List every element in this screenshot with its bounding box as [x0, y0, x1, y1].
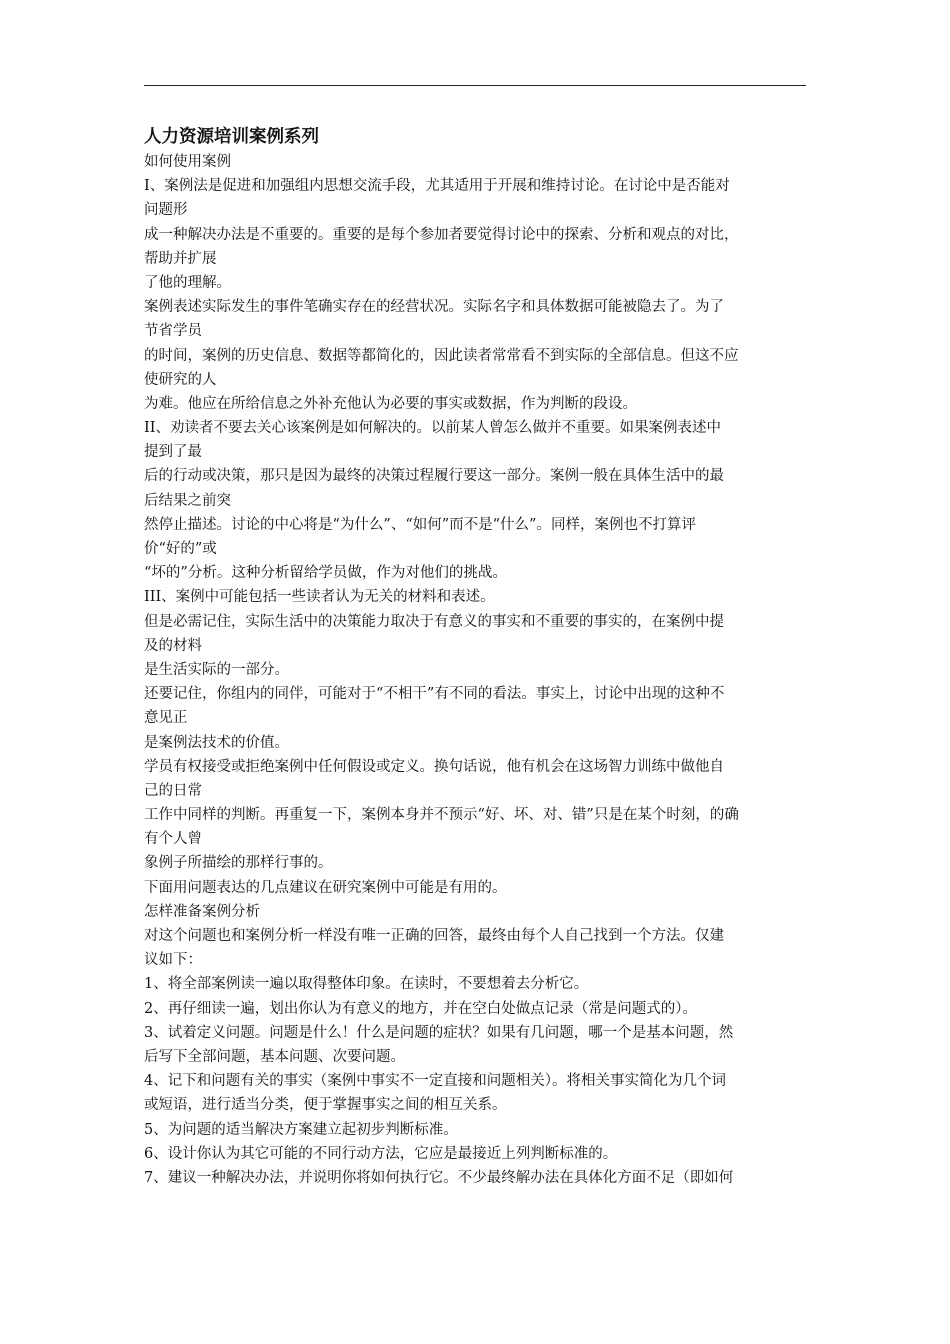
text-line: 价“好的”或 [144, 541, 217, 557]
text-line: 有个人曾 [144, 831, 202, 848]
text-line: 1、将全部案例读一遍以取得整体印象。在读时，不要想着去分析它。 [144, 976, 589, 993]
text-line: 提到了最 [144, 444, 202, 461]
text-line: 或短语，进行适当分类，便于掌握事实之间的相互关系。 [144, 1097, 507, 1114]
text-line: 对这个问题也和案例分析一样没有唯一正确的回答，最终由每个人自己找到一个方法。仅建 [144, 928, 724, 944]
text-line: 及的材料 [144, 637, 202, 654]
text-line: 使研究的人 [144, 371, 217, 388]
text-line: “坏的”分析。这种分析留给学员做，作为对他们的挑战。 [144, 565, 507, 582]
text-line: 6、设计你认为其它可能的不同行动方法，它应是最接近上列判断标准的。 [144, 1145, 618, 1162]
text-line: 节省学员 [144, 323, 202, 340]
text-line: III、案例中可能包括一些读者认为无关的材料和表述。 [144, 589, 495, 606]
text-line: 象例子所描绘的那样行事的。 [144, 855, 333, 872]
text-line: 后结果之前突 [144, 492, 231, 509]
text-line: 帮助并扩展 [144, 250, 217, 267]
text-line: 是案例法技术的价值。 [144, 734, 289, 751]
text-line: 意见正 [144, 710, 188, 727]
text-line: 学员有权接受或拒绝案例中任何假设或定义。换句话说，他有机会在这场智力训练中做他自 [144, 758, 724, 775]
text-line: 后写下全部问题，基本问题、次要问题。 [144, 1048, 405, 1065]
text-line: 还要记住，你组内的同伴，可能对于“不相干”有不同的看法。事实上，讨论中出现的这种不 [144, 686, 725, 703]
text-line: 案例表述实际发生的事件笔确实存在的经营状况。实际名字和具体数据可能被隐去了。为了 [144, 299, 724, 316]
document-title: 人力资源培训案例系列 [144, 127, 319, 147]
text-line: 4、记下和问题有关的事实（案例中事实不一定直接和问题相关）。将相关事实简化为几个词 [144, 1073, 726, 1090]
text-line: 2、再仔细读一遍，划出你认为有意义的地方，并在空白处做点记录（常是问题式的）。 [144, 1000, 697, 1017]
text-line: II、劝读者不要去关心该案例是如何解决的。以前某人曾怎么做并不重要。如果案例表述中 [144, 420, 721, 437]
text-line: 但是必需记住，实际生活中的决策能力取决于有意义的事实和不重要的事实的，在案例中提 [144, 613, 724, 630]
header-rule [144, 85, 806, 86]
text-line: 下面用问题表达的几点建议在研究案例中可能是有用的。 [144, 879, 507, 896]
text-line: 成一种解决办法是不重要的。重要的是每个参加者要觉得讨论中的探索、分析和观点的对比， [144, 226, 739, 243]
text-line: 怎样准备案例分析 [144, 903, 260, 920]
text-line: 如何使用案例 [144, 154, 231, 170]
paragraph-lines [144, 150, 808, 1190]
text-line: 议如下： [144, 952, 202, 969]
text-line: 己的日常 [144, 782, 202, 799]
text-line: 问题形 [144, 202, 188, 219]
text-line: 然停止描述。讨论的中心将是“为什么”、“如何”而不是“什么”。同样，案例也不打算评 [144, 516, 696, 533]
text-line: 是生活实际的一部分。 [144, 661, 289, 678]
text-line: 7、建议一种解决办法，并说明你将如何执行它。不少最终解办法在具体化方面不足（即如何 [144, 1169, 734, 1186]
text-line: 为难。他应在所给信息之外补充他认为必要的事实或数据，作为判断的段设。 [144, 395, 637, 412]
text-line: 3、试着定义问题。问题是什么！什么是问题的症状？如果有几问题，哪一个是基本问题，然 [144, 1024, 734, 1041]
document-body [144, 124, 808, 1190]
text-line: 后的行动或决策，那只是因为最终的决策过程履行要这一部分。案例一般在具体生活中的最 [144, 468, 724, 485]
text-line: 工作中同样的判断。再重复一下，案例本身并不预示“好、坏、对、错”只是在某个时刻，的确 [144, 807, 739, 824]
text-line: 的时间，案例的历史信息、数据等都简化的，因此读者常常看不到实际的全部信息。但这不应 [144, 347, 739, 364]
text-line: 5、为问题的适当解决方案建立起初步判断标准。 [144, 1121, 458, 1138]
text-line: I、案例法是促进和加强组内思想交流手段，尤其适用于开展和维持讨论。在讨论中是否能对 [144, 178, 730, 195]
text-line: 了他的理解。 [144, 274, 231, 291]
